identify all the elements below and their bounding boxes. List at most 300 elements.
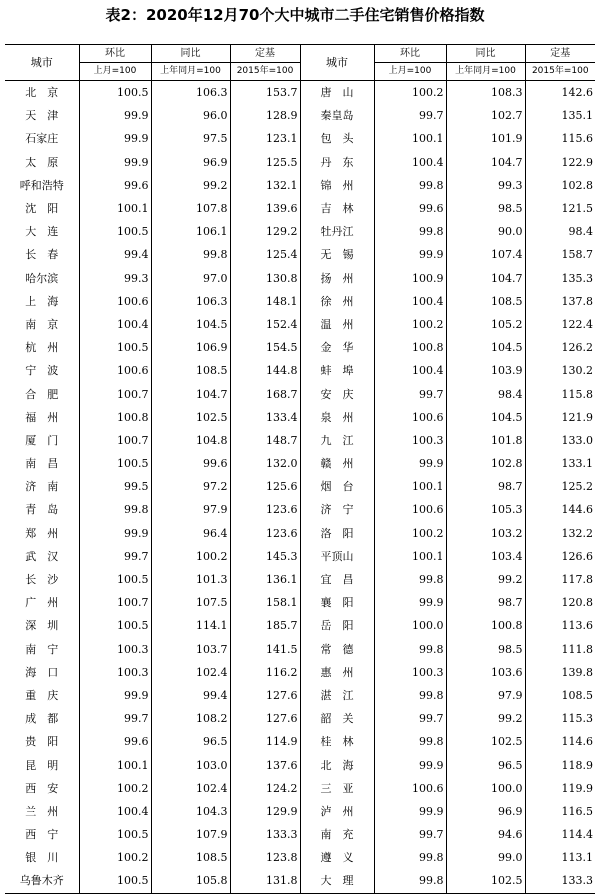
- cell-mom-right: 99.8: [374, 869, 446, 893]
- cell-city-right: 大 理: [300, 869, 374, 893]
- cell-base-right: 116.5: [525, 800, 595, 823]
- cell-base-left: 114.9: [230, 730, 300, 753]
- cell-yoy-right: 101.9: [446, 127, 525, 150]
- table-header: [5, 45, 595, 81]
- cell-base-right: 142.6: [525, 81, 595, 105]
- cell-mom-right: 99.8: [374, 568, 446, 591]
- cell-base-left: 127.6: [230, 707, 300, 730]
- cell-mom-left: 100.1: [79, 197, 151, 220]
- table-row: [5, 104, 595, 127]
- cell-mom-right: 100.1: [374, 127, 446, 150]
- table-row: [5, 498, 595, 521]
- cell-base-right: 111.8: [525, 638, 595, 661]
- cell-city-right: 三 亚: [300, 777, 374, 800]
- table-row: [5, 777, 595, 800]
- cell-city-left: 天 津: [25, 109, 59, 123]
- cell-city-right: 岳 阳: [300, 614, 374, 637]
- cell-base-left: 116.2: [230, 661, 300, 684]
- cell-city-right: 九 江: [300, 429, 374, 452]
- cell-yoy-left: 102.4: [151, 661, 230, 684]
- cell-base-right: 115.8: [525, 382, 595, 405]
- cell-mom-left: 99.3: [79, 267, 151, 290]
- cell-city-right: 徐 州: [300, 290, 374, 313]
- cell-city-right: 温 州: [300, 313, 374, 336]
- cell-yoy-left: 96.0: [151, 104, 230, 127]
- cell-base-left: 133.3: [230, 823, 300, 846]
- cell-base-right: 114.6: [525, 730, 595, 753]
- cell-city-left: 昆 明: [25, 758, 59, 772]
- cell-yoy-left: 105.8: [151, 869, 230, 893]
- cell-yoy-right: 97.9: [446, 684, 525, 707]
- cell-yoy-right: 100.8: [446, 614, 525, 637]
- cell-city-left: 大 连: [25, 225, 59, 239]
- table-row: [5, 290, 595, 313]
- cell-yoy-left: 107.5: [151, 591, 230, 614]
- cell-city-right: 南 充: [300, 823, 374, 846]
- cell-yoy-right: 98.4: [446, 382, 525, 405]
- subheader-base-right: 2015年=100: [525, 63, 595, 81]
- cell-city-left: 乌鲁木齐: [5, 869, 79, 893]
- cell-mom-right: 100.1: [374, 545, 446, 568]
- cell-base-right: 117.8: [525, 568, 595, 591]
- cell-yoy-left: 106.9: [151, 336, 230, 359]
- cell-yoy-left: 99.2: [151, 174, 230, 197]
- table-row: [5, 522, 595, 545]
- cell-yoy-right: 96.5: [446, 753, 525, 776]
- cell-base-right: 144.6: [525, 498, 595, 521]
- cell-yoy-left: 97.5: [151, 127, 230, 150]
- cell-mom-right: 99.8: [374, 846, 446, 869]
- cell-yoy-right: 103.9: [446, 359, 525, 382]
- cell-base-right: 113.6: [525, 614, 595, 637]
- cell-city-right: 包 头: [300, 127, 374, 150]
- cell-base-right: 102.8: [525, 174, 595, 197]
- cell-base-left: 123.8: [230, 846, 300, 869]
- cell-mom-left: 99.4: [79, 243, 151, 266]
- table-row: [5, 313, 595, 336]
- cell-base-right: 132.2: [525, 522, 595, 545]
- cell-yoy-left: 108.5: [151, 359, 230, 382]
- cell-city-left: 上 海: [25, 294, 59, 308]
- cell-mom-right: 99.8: [374, 638, 446, 661]
- cell-mom-left: 99.9: [79, 684, 151, 707]
- cell-base-left: 141.5: [230, 638, 300, 661]
- cell-mom-right: 100.8: [374, 336, 446, 359]
- table-row: [5, 81, 595, 105]
- cell-base-left: 124.2: [230, 777, 300, 800]
- cell-city-left: 太 原: [25, 155, 59, 169]
- cell-city-right: 遵 义: [300, 846, 374, 869]
- cell-mom-left: 100.4: [79, 800, 151, 823]
- cell-yoy-right: 102.7: [446, 104, 525, 127]
- cell-city-right: 赣 州: [300, 452, 374, 475]
- cell-mom-right: 100.2: [374, 522, 446, 545]
- cell-mom-left: 100.5: [79, 81, 151, 105]
- cell-base-left: 168.7: [230, 382, 300, 405]
- cell-yoy-right: 98.5: [446, 638, 525, 661]
- cell-mom-right: 99.7: [374, 382, 446, 405]
- cell-base-right: 115.6: [525, 127, 595, 150]
- cell-mom-right: 100.2: [374, 81, 446, 105]
- cell-base-right: 121.9: [525, 406, 595, 429]
- cell-city-left: 海 口: [25, 665, 59, 679]
- cell-city-right: 牡丹江: [300, 220, 374, 243]
- cell-base-left: 123.6: [230, 498, 300, 521]
- cell-city-left: 福 州: [25, 410, 59, 424]
- cell-yoy-right: 104.7: [446, 151, 525, 174]
- cell-base-left: 123.1: [230, 127, 300, 150]
- cell-city-right: 吉 林: [300, 197, 374, 220]
- cell-city-left: 成 都: [25, 712, 59, 726]
- cell-yoy-left: 100.2: [151, 545, 230, 568]
- table-row: [5, 151, 595, 174]
- table-row: [5, 267, 595, 290]
- cell-yoy-left: 107.9: [151, 823, 230, 846]
- cell-mom-right: 99.9: [374, 591, 446, 614]
- cell-base-left: 123.6: [230, 522, 300, 545]
- cell-base-left: 144.8: [230, 359, 300, 382]
- table-row: [5, 684, 595, 707]
- cell-city-right: 蚌 埠: [300, 359, 374, 382]
- table-row: [5, 359, 595, 382]
- cell-city-left: 重 庆: [25, 688, 59, 702]
- cell-base-left: 125.5: [230, 151, 300, 174]
- cell-mom-left: 99.7: [79, 707, 151, 730]
- cell-yoy-left: 103.0: [151, 753, 230, 776]
- table-row: [5, 591, 595, 614]
- cell-base-left: 129.2: [230, 220, 300, 243]
- cell-yoy-right: 104.7: [446, 267, 525, 290]
- cell-yoy-left: 103.7: [151, 638, 230, 661]
- cell-base-left: 185.7: [230, 614, 300, 637]
- cell-city-left: 南 昌: [25, 457, 59, 471]
- cell-city-left: 深 圳: [25, 619, 59, 633]
- cell-mom-right: 99.7: [374, 104, 446, 127]
- cell-city-right: 襄 阳: [300, 591, 374, 614]
- cell-yoy-right: 102.5: [446, 730, 525, 753]
- cell-yoy-left: 104.7: [151, 382, 230, 405]
- cell-yoy-left: 96.4: [151, 522, 230, 545]
- cell-mom-right: 99.8: [374, 684, 446, 707]
- table-row: [5, 429, 595, 452]
- cell-yoy-right: 96.9: [446, 800, 525, 823]
- cell-yoy-left: 106.3: [151, 81, 230, 105]
- cell-mom-right: 100.9: [374, 267, 446, 290]
- table-row: [5, 753, 595, 776]
- cell-city-right: 桂 林: [300, 730, 374, 753]
- cell-city-right: 锦 州: [300, 174, 374, 197]
- cell-yoy-left: 106.3: [151, 290, 230, 313]
- cell-mom-left: 100.7: [79, 591, 151, 614]
- cell-yoy-right: 107.4: [446, 243, 525, 266]
- cell-yoy-right: 98.5: [446, 197, 525, 220]
- table-row: [5, 406, 595, 429]
- cell-base-left: 148.1: [230, 290, 300, 313]
- cell-base-right: 120.8: [525, 591, 595, 614]
- cell-city-left: 石家庄: [25, 132, 59, 146]
- cell-city-right: 宜 昌: [300, 568, 374, 591]
- cell-mom-left: 100.6: [79, 290, 151, 313]
- cell-mom-left: 99.9: [79, 127, 151, 150]
- cell-yoy-left: 102.4: [151, 777, 230, 800]
- cell-base-right: 122.9: [525, 151, 595, 174]
- cell-city-right: 安 庆: [300, 382, 374, 405]
- cell-base-left: 139.6: [230, 197, 300, 220]
- cell-city-left: 哈尔滨: [25, 271, 59, 285]
- cell-yoy-left: 104.8: [151, 429, 230, 452]
- cell-yoy-right: 105.2: [446, 313, 525, 336]
- cell-city-left: 杭 州: [25, 341, 59, 355]
- cell-base-right: 113.1: [525, 846, 595, 869]
- cell-yoy-left: 108.5: [151, 846, 230, 869]
- table-row: [5, 730, 595, 753]
- cell-yoy-right: 99.2: [446, 707, 525, 730]
- cell-city-left: 宁 波: [25, 364, 59, 378]
- cell-yoy-right: 104.5: [446, 406, 525, 429]
- cell-city-right: 韶 关: [300, 707, 374, 730]
- cell-mom-left: 100.7: [79, 382, 151, 405]
- cell-base-left: 136.1: [230, 568, 300, 591]
- cell-yoy-left: 102.5: [151, 406, 230, 429]
- cell-base-left: 154.5: [230, 336, 300, 359]
- cell-base-left: 153.7: [230, 81, 300, 105]
- cell-mom-right: 99.7: [374, 823, 446, 846]
- cell-base-left: 132.1: [230, 174, 300, 197]
- cell-yoy-right: 100.0: [446, 777, 525, 800]
- cell-base-left: 152.4: [230, 313, 300, 336]
- cell-mom-right: 100.6: [374, 406, 446, 429]
- cell-yoy-right: 94.6: [446, 823, 525, 846]
- table-title: 表2：2020年12月70个大中城市二手住宅销售价格指数: [105, 6, 485, 24]
- cell-mom-left: 100.8: [79, 406, 151, 429]
- cell-city-right: 秦皇岛: [300, 104, 374, 127]
- cell-yoy-left: 97.2: [151, 475, 230, 498]
- cell-city-left: 济 南: [25, 480, 59, 494]
- cell-base-right: 133.3: [525, 869, 595, 893]
- cell-base-left: 129.9: [230, 800, 300, 823]
- cell-yoy-left: 101.3: [151, 568, 230, 591]
- cell-yoy-left: 108.2: [151, 707, 230, 730]
- cell-yoy-right: 103.4: [446, 545, 525, 568]
- cell-mom-right: 100.4: [374, 290, 446, 313]
- table-row: [5, 127, 595, 150]
- cell-yoy-left: 97.9: [151, 498, 230, 521]
- cell-city-left: 南 宁: [25, 642, 59, 656]
- cell-city-left: 西 安: [25, 781, 59, 795]
- cell-yoy-right: 101.8: [446, 429, 525, 452]
- header-city-left: 城市: [5, 45, 79, 81]
- cell-mom-left: 100.2: [79, 777, 151, 800]
- cell-mom-right: 99.8: [374, 730, 446, 753]
- header-yoy-left: 同比: [151, 45, 230, 63]
- table-row: [5, 661, 595, 684]
- header-base-left: 定基: [230, 45, 300, 63]
- cell-mom-right: 100.2: [374, 313, 446, 336]
- cell-city-right: 洛 阳: [300, 522, 374, 545]
- cell-mom-right: 100.0: [374, 614, 446, 637]
- table-row: [5, 846, 595, 869]
- cell-city-left: 郑 州: [25, 526, 59, 540]
- cell-yoy-left: 97.0: [151, 267, 230, 290]
- cell-city-left: 银 川: [25, 851, 59, 865]
- cell-base-right: 139.8: [525, 661, 595, 684]
- cell-mom-right: 99.9: [374, 243, 446, 266]
- cell-city-left: 南 京: [25, 317, 59, 331]
- cell-mom-left: 99.7: [79, 545, 151, 568]
- cell-base-right: 108.5: [525, 684, 595, 707]
- cell-base-right: 126.2: [525, 336, 595, 359]
- header-mom-left: 环比: [79, 45, 151, 63]
- cell-mom-left: 100.5: [79, 452, 151, 475]
- cell-base-left: 145.3: [230, 545, 300, 568]
- header-yoy-right: 同比: [446, 45, 525, 63]
- cell-yoy-left: 104.3: [151, 800, 230, 823]
- cell-city-left: 北 京: [25, 86, 59, 100]
- cell-base-right: 115.3: [525, 707, 595, 730]
- cell-mom-right: 99.9: [374, 753, 446, 776]
- cell-yoy-right: 103.2: [446, 522, 525, 545]
- cell-mom-left: 100.3: [79, 638, 151, 661]
- cell-base-left: 125.6: [230, 475, 300, 498]
- cell-base-left: 125.4: [230, 243, 300, 266]
- table-row: [5, 382, 595, 405]
- price-index-table: [5, 44, 595, 894]
- cell-yoy-left: 114.1: [151, 614, 230, 637]
- cell-base-left: 132.0: [230, 452, 300, 475]
- cell-mom-left: 100.5: [79, 614, 151, 637]
- cell-mom-left: 100.3: [79, 661, 151, 684]
- cell-mom-left: 100.5: [79, 220, 151, 243]
- cell-city-right: 丹 东: [300, 151, 374, 174]
- cell-base-right: 158.7: [525, 243, 595, 266]
- cell-base-left: 137.6: [230, 753, 300, 776]
- table-row: [5, 869, 595, 893]
- cell-mom-left: 99.9: [79, 104, 151, 127]
- cell-mom-right: 99.8: [374, 220, 446, 243]
- cell-mom-left: 100.7: [79, 429, 151, 452]
- cell-base-right: 119.9: [525, 777, 595, 800]
- cell-base-right: 98.4: [525, 220, 595, 243]
- cell-city-left: 贵 阳: [25, 735, 59, 749]
- cell-mom-right: 100.3: [374, 429, 446, 452]
- cell-mom-right: 100.3: [374, 661, 446, 684]
- cell-base-left: 130.8: [230, 267, 300, 290]
- cell-base-right: 122.4: [525, 313, 595, 336]
- cell-mom-left: 100.5: [79, 823, 151, 846]
- cell-yoy-left: 99.6: [151, 452, 230, 475]
- cell-mom-left: 100.5: [79, 336, 151, 359]
- cell-city-right: 常 德: [300, 638, 374, 661]
- table-body: [5, 81, 595, 894]
- subheader-yoy-left: 上年同月=100: [151, 63, 230, 81]
- cell-mom-right: 100.4: [374, 359, 446, 382]
- cell-mom-left: 99.6: [79, 730, 151, 753]
- cell-mom-right: 100.1: [374, 475, 446, 498]
- cell-yoy-right: 99.2: [446, 568, 525, 591]
- cell-mom-left: 99.6: [79, 174, 151, 197]
- cell-city-left: 合 肥: [25, 387, 59, 401]
- cell-yoy-left: 99.4: [151, 684, 230, 707]
- cell-base-left: 148.7: [230, 429, 300, 452]
- cell-yoy-left: 106.1: [151, 220, 230, 243]
- header-base-right: 定基: [525, 45, 595, 63]
- cell-city-right: 无 锡: [300, 243, 374, 266]
- cell-city-left: 呼和浩特: [19, 178, 64, 192]
- table-row: [5, 823, 595, 846]
- cell-base-left: 128.9: [230, 104, 300, 127]
- table-row: [5, 475, 595, 498]
- cell-yoy-right: 99.0: [446, 846, 525, 869]
- cell-base-right: 126.6: [525, 545, 595, 568]
- cell-city-right: 济 宁: [300, 498, 374, 521]
- cell-city-left: 长 春: [25, 248, 59, 262]
- cell-city-right: 泸 州: [300, 800, 374, 823]
- cell-city-left: 广 州: [25, 596, 59, 610]
- cell-mom-left: 99.9: [79, 522, 151, 545]
- cell-mom-left: 100.5: [79, 869, 151, 893]
- cell-mom-right: 99.9: [374, 452, 446, 475]
- cell-base-left: 127.6: [230, 684, 300, 707]
- table-row: [5, 220, 595, 243]
- cell-yoy-right: 99.3: [446, 174, 525, 197]
- cell-yoy-right: 102.5: [446, 869, 525, 893]
- table-row: [5, 707, 595, 730]
- header-city-right: 城市: [300, 45, 374, 81]
- cell-base-right: 125.2: [525, 475, 595, 498]
- table-row: [5, 174, 595, 197]
- cell-city-right: 湛 江: [300, 684, 374, 707]
- cell-base-right: 133.1: [525, 452, 595, 475]
- cell-base-right: 121.5: [525, 197, 595, 220]
- cell-base-left: 131.8: [230, 869, 300, 893]
- cell-yoy-right: 104.5: [446, 336, 525, 359]
- cell-base-right: 130.2: [525, 359, 595, 382]
- header-mom-right: 环比: [374, 45, 446, 63]
- cell-mom-left: 100.1: [79, 753, 151, 776]
- cell-yoy-right: 90.0: [446, 220, 525, 243]
- cell-city-right: 泉 州: [300, 406, 374, 429]
- cell-mom-left: 99.5: [79, 475, 151, 498]
- cell-city-left: 沈 阳: [25, 202, 59, 216]
- cell-base-left: 158.1: [230, 591, 300, 614]
- cell-mom-left: 100.4: [79, 313, 151, 336]
- cell-mom-right: 99.6: [374, 197, 446, 220]
- cell-mom-left: 99.8: [79, 498, 151, 521]
- cell-yoy-right: 98.7: [446, 591, 525, 614]
- subheader-yoy-right: 上年同月=100: [446, 63, 525, 81]
- cell-city-right: 惠 州: [300, 661, 374, 684]
- cell-yoy-left: 96.9: [151, 151, 230, 174]
- cell-city-right: 北 海: [300, 753, 374, 776]
- table-row: [5, 800, 595, 823]
- cell-city-left: 西 宁: [25, 828, 59, 842]
- cell-mom-right: 99.9: [374, 800, 446, 823]
- cell-yoy-left: 104.5: [151, 313, 230, 336]
- table-row: [5, 197, 595, 220]
- cell-mom-right: 100.6: [374, 777, 446, 800]
- cell-yoy-left: 99.8: [151, 243, 230, 266]
- table-row: [5, 638, 595, 661]
- cell-mom-right: 99.7: [374, 707, 446, 730]
- cell-base-right: 114.4: [525, 823, 595, 846]
- cell-yoy-left: 96.5: [151, 730, 230, 753]
- cell-city-right: 烟 台: [300, 475, 374, 498]
- cell-city-left: 兰 州: [25, 804, 59, 818]
- cell-base-left: 133.4: [230, 406, 300, 429]
- table-row: [5, 545, 595, 568]
- cell-mom-left: 100.5: [79, 568, 151, 591]
- cell-base-right: 135.3: [525, 267, 595, 290]
